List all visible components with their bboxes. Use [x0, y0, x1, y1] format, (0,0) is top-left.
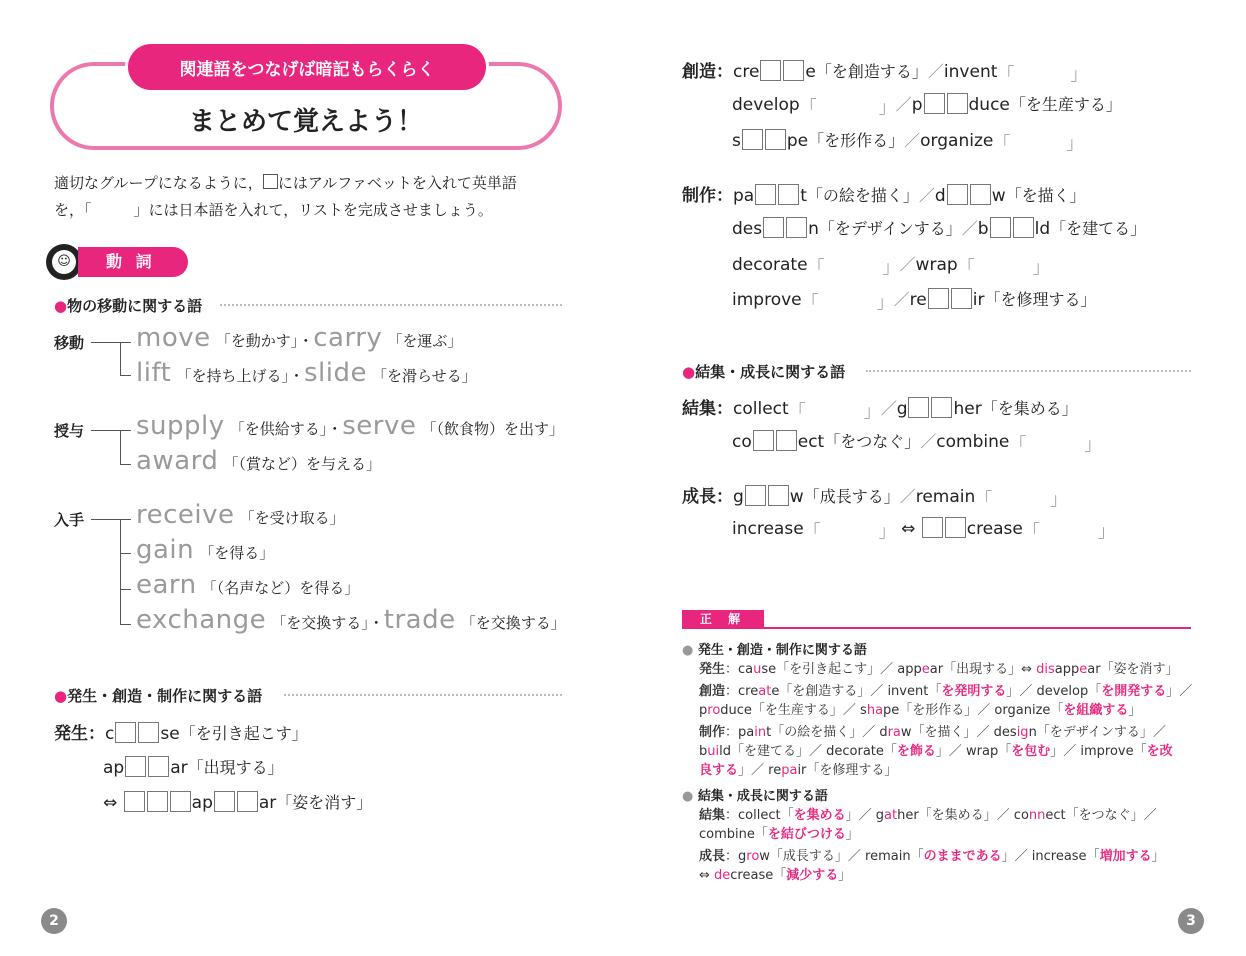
intro-text: 」には日本語を入れて，リストを完成させましょう。 — [133, 201, 493, 219]
letter-blank[interactable] — [947, 184, 968, 205]
word-fragment: p — [911, 95, 923, 115]
meaning-blank[interactable]: 「 」 — [975, 490, 1068, 510]
letter-blank[interactable] — [951, 288, 972, 309]
word-row — [136, 358, 477, 388]
slash-separator: ／ — [893, 290, 910, 309]
word-row — [136, 570, 359, 600]
meaning-blank[interactable]: 「 」 — [1009, 435, 1102, 455]
letter-blank[interactable] — [1013, 217, 1034, 238]
slash-separator: ／ — [880, 399, 897, 418]
word-fragment: ap — [103, 758, 125, 778]
word-fragment: pa — [733, 186, 755, 206]
page-number-left: 2 — [41, 908, 67, 934]
tree-line — [120, 464, 131, 465]
exercise-row — [732, 517, 1115, 542]
letter-blank[interactable] — [765, 129, 786, 150]
vocab-meaning: 「を運ぶ」 — [387, 332, 463, 350]
word-fragment: se — [160, 724, 180, 744]
exercise-row — [682, 57, 1087, 85]
vocab-word: exchange — [136, 605, 267, 635]
exercise-label: 成長： — [682, 487, 733, 507]
answers-heading: ● 発生・創造・制作に関する語 — [682, 643, 867, 658]
meaning-blank[interactable]: 「 」 — [799, 98, 896, 118]
letter-blank[interactable] — [237, 791, 258, 812]
word-fragment: her — [953, 399, 982, 419]
exercise-label: 発生： — [54, 724, 105, 744]
answer-line: produce「を生産する」／ shape「を形作る」／ organize「を組織する」 — [699, 703, 1142, 718]
letter-blank[interactable] — [745, 485, 766, 506]
vocab-word: decorate — [732, 255, 808, 275]
letter-blank[interactable] — [124, 791, 145, 812]
letter-blank[interactable] — [776, 430, 797, 451]
vocab-meaning: 「を動かす」・ — [215, 332, 314, 350]
vocab-word: lift — [136, 358, 172, 388]
vocab-word: combine — [936, 432, 1010, 452]
answers-heading-text: 発生・創造・制作に関する語 — [697, 643, 867, 658]
slash-separator: ／ — [904, 131, 921, 150]
vocab-meaning: 「を滑らせる」 — [372, 367, 477, 385]
slash-separator: ／ — [927, 62, 944, 81]
vocab-meaning: 「を生産する」 — [1009, 95, 1122, 114]
letter-blank[interactable] — [970, 184, 991, 205]
word-fragment: w — [789, 487, 804, 507]
exercise-row — [103, 755, 284, 778]
exercise-row — [682, 181, 1086, 206]
vocab-meaning: 「を交換する」 — [460, 614, 566, 632]
word-row — [136, 323, 462, 353]
word-fragment: cre — [733, 62, 760, 82]
vocab-word: remain — [915, 487, 976, 507]
face-icon-inner: ☺ — [52, 250, 76, 274]
letter-blank[interactable] — [125, 756, 146, 777]
letter-blank[interactable] — [931, 397, 952, 418]
tree-line — [120, 589, 131, 590]
vocab-word: organize — [920, 131, 994, 151]
answers-rule — [682, 627, 1191, 629]
vocab-word: earn — [136, 570, 197, 600]
letter-blank[interactable] — [945, 517, 966, 538]
letter-blank[interactable] — [783, 60, 804, 81]
answer-line: ⇔ decrease「減少する」 — [699, 868, 852, 883]
vocab-word: increase — [732, 519, 804, 539]
word-row — [136, 411, 564, 441]
vocab-meaning: 「（賞など）を与える」 — [223, 455, 381, 473]
vocab-meaning: 「（名声など）を得る」 — [201, 579, 360, 597]
letter-blank[interactable] — [928, 288, 949, 309]
tree-line — [91, 342, 131, 343]
letter-blank[interactable] — [990, 217, 1011, 238]
letter-blank[interactable] — [755, 184, 776, 205]
page-title: まとめて覚えよう！ — [188, 107, 423, 137]
exercise-row — [732, 287, 1096, 313]
intro-text: を，「 — [54, 201, 92, 219]
vocab-meaning: 「を受け取る」 — [239, 509, 345, 527]
vocab-meaning: 「を描く」 — [1005, 186, 1086, 205]
exercise-row — [732, 128, 1083, 154]
group-label-get: 入手 — [54, 511, 85, 529]
vocab-meaning: 「を形作る」 — [808, 131, 905, 150]
intro-text: 適切なグループになるように， — [54, 174, 263, 192]
exercise-row — [732, 429, 1101, 455]
letter-blank[interactable] — [214, 791, 235, 812]
exercise-row — [103, 790, 372, 813]
intro-text: にはアルファベットを入れて英単語 — [277, 174, 517, 192]
vocab-meaning: 「を集める」 — [981, 399, 1078, 418]
vocab-meaning: 「を得る」 — [199, 544, 275, 562]
page-number-right: 3 — [1178, 908, 1204, 934]
letter-blank[interactable] — [760, 60, 781, 81]
exercise-label: 結集： — [682, 399, 733, 419]
answer-line: combine「を結びつける」 — [699, 827, 859, 842]
letter-blank[interactable] — [922, 517, 943, 538]
vocab-word: carry — [313, 323, 383, 353]
vocab-word: gain — [136, 535, 195, 565]
tree-line — [120, 624, 131, 625]
tree-line — [120, 430, 121, 464]
tree-line — [120, 342, 121, 375]
exercise-row — [682, 482, 1067, 510]
slash-separator: ／ — [899, 487, 916, 506]
blank-box-icon — [263, 174, 278, 189]
exercise-row — [682, 394, 1078, 422]
letter-blank[interactable] — [170, 791, 191, 812]
letter-blank[interactable] — [115, 722, 136, 743]
letter-blank[interactable] — [753, 430, 774, 451]
word-row — [136, 500, 345, 530]
section-heading-movement: ●物の移動に関する語 — [54, 297, 203, 315]
opposite-arrow-icon: ⇔ — [901, 519, 916, 539]
vocab-word: wrap — [915, 255, 958, 275]
word-fragment: ld — [1034, 219, 1051, 239]
exercise-label: 創造： — [682, 62, 733, 82]
intro-line-1 — [54, 172, 517, 193]
tree-line — [120, 519, 121, 624]
meaning-blank[interactable]: 「 」 — [803, 522, 896, 542]
meaning-blank[interactable]: 「 」 — [1022, 522, 1115, 542]
vocab-meaning: 「を持ち上げる」・ — [176, 367, 304, 385]
vocab-meaning: 「を供給する」・ — [229, 420, 343, 438]
vocab-word: develop — [732, 95, 800, 115]
answer-line: 結集：collect「を集める」／ gather「を集める」／ connect「をつなぐ」／ — [699, 808, 1157, 823]
answer-line: 成長：grow「成長する」／ remain「のままである」／ increase「増加する」 — [699, 849, 1165, 864]
answer-line: build「を建てる」／ decorate「を飾る」／ wrap「を包む」／ improve「を改 — [699, 744, 1173, 759]
letter-blank[interactable] — [147, 791, 168, 812]
exercise-row — [54, 719, 308, 744]
verb-badge: 動 詞 — [78, 247, 188, 277]
word-fragment: d — [934, 186, 946, 206]
word-fragment: w — [991, 186, 1006, 206]
word-fragment: t — [800, 186, 807, 206]
section-heading-occurrence: ●発生・創造・制作に関する語 — [54, 687, 263, 705]
dotted-rule — [284, 694, 562, 696]
letter-blank[interactable] — [778, 184, 799, 205]
word-row — [136, 605, 566, 635]
section-heading-text: 発生・創造・制作に関する語 — [67, 687, 263, 705]
meaning-blank[interactable]: 「 」 — [957, 258, 1050, 278]
answers-tab: 正 解 — [682, 610, 764, 628]
letter-blank[interactable] — [908, 397, 929, 418]
word-fragment: n — [808, 219, 819, 239]
vocab-word: supply — [136, 411, 225, 441]
letter-blank[interactable] — [768, 485, 789, 506]
vocab-meaning: 「の絵を描く」 — [806, 186, 919, 205]
vocab-word: serve — [342, 411, 417, 441]
vocab-meaning: 「を創造する」 — [815, 62, 928, 81]
word-fragment: re — [909, 290, 927, 310]
vocab-word: invent — [943, 62, 998, 82]
word-fragment: ap — [191, 793, 213, 813]
vocab-word: award — [136, 446, 219, 476]
word-row — [136, 446, 381, 476]
opposite-arrow-icon: ⇔ — [103, 793, 118, 813]
group-label-move: 移動 — [54, 334, 85, 352]
word-fragment: s — [732, 131, 741, 151]
tree-line — [91, 430, 131, 431]
word-row — [136, 535, 274, 565]
exercise-row — [732, 252, 1050, 278]
word-fragment: co — [732, 432, 752, 452]
answer-line: 良する」／ repair「を修理する」 — [699, 763, 898, 778]
vocab-meaning: 「姿を消す」 — [276, 793, 373, 812]
tree-line — [120, 375, 131, 376]
vocab-meaning: 「（飲食物）を出す」 — [421, 420, 564, 438]
answer-line: 創造：create「を創造する」／ invent「を発明する」／ develop「を開発する」／ — [699, 684, 1193, 699]
exercise-row — [732, 92, 1122, 118]
word-fragment: ar — [258, 793, 277, 813]
vocab-word: trade — [383, 605, 456, 635]
meaning-blank[interactable]: 「 」 — [997, 65, 1088, 85]
answer-line: 制作：paint「の絵を描く」／ draw「を描く」／ design「をデザインする」／ — [699, 725, 1166, 740]
letter-blank[interactable] — [742, 129, 763, 150]
word-fragment: crease — [966, 519, 1023, 539]
word-fragment: duce — [968, 95, 1010, 115]
section-heading-text: 結集・成長に関する語 — [695, 363, 846, 381]
tree-line — [120, 553, 131, 554]
section-heading-gathering: ●結集・成長に関する語 — [682, 363, 846, 381]
meaning-blank[interactable]: 「 」 — [788, 402, 881, 422]
header-tab — [128, 44, 486, 90]
slash-separator: ／ — [961, 219, 978, 238]
header-tab-text: 関連語をつなげば暗記もらくらく — [179, 60, 435, 80]
word-fragment: b — [977, 219, 989, 239]
slash-separator: ／ — [899, 255, 916, 274]
answers-heading-text: 結集・成長に関する語 — [697, 789, 828, 804]
word-fragment: ir — [972, 290, 985, 310]
letter-blank[interactable] — [148, 756, 169, 777]
vocab-meaning: 「をデザインする」 — [818, 219, 962, 238]
vocab-meaning: 「をつなぐ」 — [824, 432, 921, 451]
word-fragment: g — [733, 487, 744, 507]
slash-separator: ／ — [918, 186, 935, 205]
vocab-word: move — [136, 323, 211, 353]
word-fragment: des — [732, 219, 763, 239]
vocab-word: improve — [732, 290, 802, 310]
vocab-word: receive — [136, 500, 235, 530]
word-fragment: g — [896, 399, 908, 419]
section-heading-text: 物の移動に関する語 — [67, 297, 203, 315]
vocab-meaning: 「成長する」 — [803, 487, 900, 506]
meaning-blank[interactable]: 「 」 — [993, 134, 1084, 154]
slash-separator: ／ — [920, 432, 937, 451]
vocab-meaning: 「を交換する」・ — [271, 614, 384, 632]
letter-blank[interactable] — [947, 93, 968, 114]
vocab-meaning: 「を建てる」 — [1050, 219, 1147, 238]
vocab-word: slide — [303, 358, 367, 388]
word-fragment: ar — [170, 758, 188, 778]
answers-heading: ● 結集・成長に関する語 — [682, 789, 828, 804]
tree-line — [91, 519, 131, 520]
word-fragment: e — [805, 62, 816, 82]
exercise-row — [732, 216, 1146, 239]
vocab-meaning: 「出現する」 — [187, 758, 284, 777]
word-fragment: pe — [786, 131, 809, 151]
answer-line: 発生：cause「を引き起こす」／ appear「出現する」⇔ disappear「姿を消す」 — [699, 662, 1179, 677]
intro-line-2 — [54, 199, 493, 220]
meaning-blank[interactable]: 「 」 — [807, 258, 900, 278]
exercise-label: 制作： — [682, 186, 733, 206]
letter-blank[interactable] — [786, 217, 807, 238]
slash-separator: ／ — [895, 95, 912, 114]
letter-blank[interactable] — [763, 217, 784, 238]
vocab-meaning: 「を引き起こす」 — [179, 724, 308, 743]
letter-blank[interactable] — [924, 93, 945, 114]
meaning-blank[interactable]: 「 」 — [801, 293, 894, 313]
vocab-meaning: 「を修理する」 — [984, 290, 1097, 309]
letter-blank[interactable] — [138, 722, 159, 743]
dotted-rule — [220, 304, 562, 306]
group-label-give: 授与 — [54, 422, 85, 440]
dotted-rule — [866, 370, 1191, 372]
word-fragment: ect — [797, 432, 825, 452]
vocab-word: collect — [733, 399, 789, 419]
word-fragment: c — [105, 724, 115, 744]
